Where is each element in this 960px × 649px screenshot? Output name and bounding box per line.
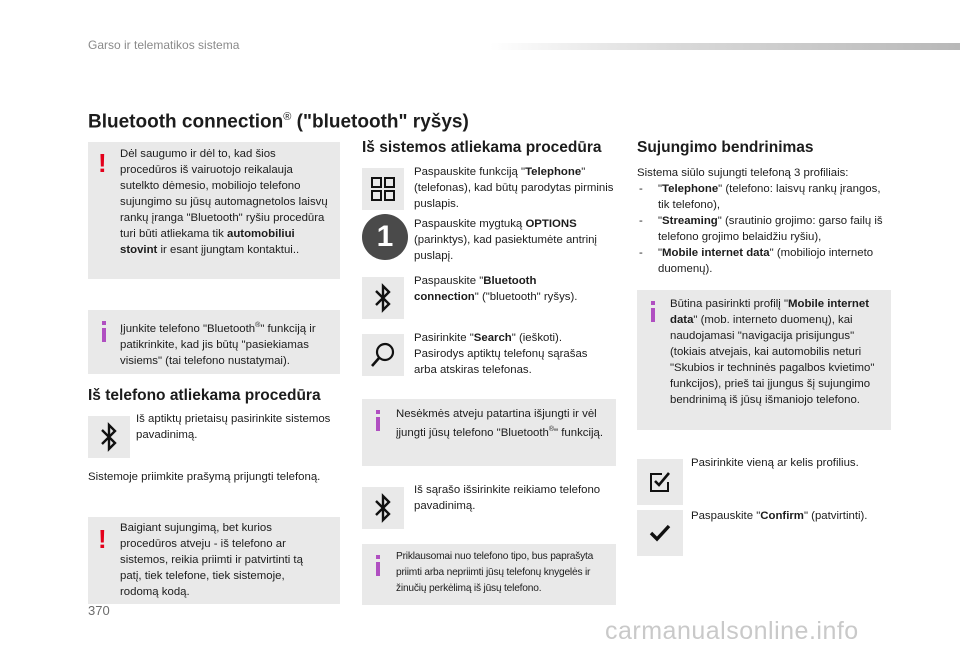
bluetooth-icon-box <box>362 277 404 319</box>
watermark: carmanualsonline.info <box>605 617 859 645</box>
checkmark-icon <box>649 524 671 542</box>
checkbox-icon-box <box>637 459 683 505</box>
list-item: - "Telephone" (telefono: laisvų rankų įrangos, tik telefono), <box>637 181 893 213</box>
system-procedure-title: Iš sistemos atliekama procedūra <box>362 139 602 156</box>
pairing-sharing-title: Sujungimo bendrinimas <box>637 139 814 156</box>
section-header: Garso ir telematikos sistema <box>88 38 240 52</box>
warning-icon: ! <box>98 148 107 178</box>
list-item: - "Mobile internet data" (mobiliojo interneto duomenų). <box>637 245 893 277</box>
step-confirm: Paspauskite "Confirm" (patvirtinti). <box>691 510 868 522</box>
warning-box-code <box>88 517 340 604</box>
info-box-phonebook <box>362 544 616 605</box>
bluetooth-icon <box>373 283 393 313</box>
page-number: 370 <box>88 603 110 618</box>
step-number-badge: 1 <box>362 214 408 260</box>
warning-text-code: Baigiant sujungimą, bet kurios procedūros atveju - iš telefono ar sistemos, reikia priimti ir patvirtinti tą patį, tiek telefone, tiek sistemoje, rodomą kodą. <box>120 522 303 598</box>
telephone-grid-icon <box>370 176 396 202</box>
header-rule <box>490 43 960 50</box>
info-text-mobile-data: Būtina pasirinkti profilį "Mobile internet data" (mob. interneto duomenų), kai naudojamasi "navigacija prisijungus" (tokiais atvejais, kai automobilis neturi "Skubios ir techninės pagalbos kvietimo" funkcijos), prieš tai įjungus šį sujungimo bendrinimą iš jūsų išmaniojo telefono. <box>670 298 875 406</box>
profiles-intro: Sistema siūlo sujungti telefoną 3 profiliais: <box>637 167 849 179</box>
info-text-retry: Nesėkmės atveju patartina išjungti ir vėl įjungti jūsų telefono "Bluetooth®" funkciją. <box>396 408 604 439</box>
phone-procedure-step: Iš aptiktų prietaisų pasirinkite sistemos pavadinimą. <box>136 413 331 441</box>
profiles-list <box>637 181 893 277</box>
bluetooth-icon-box <box>362 487 404 529</box>
step-options: Paspauskite mygtuką OPTIONS (parinktys), kad pasiektumėte antrinį puslapį. <box>414 218 597 262</box>
phone-procedure-title: Iš telefono atliekama procedūra <box>88 387 321 404</box>
warning-icon: ! <box>98 524 107 554</box>
step-bluetooth-connection: Paspauskite "Bluetooth connection" ("bluetooth" ryšys). <box>414 275 578 303</box>
bluetooth-icon <box>99 422 119 452</box>
info-text-phonebook: Priklausomai nuo telefono tipo, bus paprašyta priimti arba nepriimti jūsų telefonų knygelės ir žinučių perkėlimą iš jūsų telefono. <box>396 551 594 594</box>
warning-box-safety <box>88 142 340 279</box>
info-box-retry <box>362 399 616 466</box>
step-search: Pasirinkite "Search" (ieškoti). Pasirodys aptiktų telefonų sąrašas arba atskiras telefonas. <box>414 332 588 376</box>
info-box-enable-bluetooth <box>88 310 340 374</box>
checkmark-icon-box <box>637 510 683 556</box>
accept-request-text: Sistemoje priimkite prašymą prijungti telefoną. <box>88 471 321 483</box>
warning-text-safety: Dėl saugumo ir dėl to, kad šios procedūros iš vairuotojo reikalauja sutelkto dėmesio, mobiliojo telefono sujungimo su jūsų automagnetolos laisvų rankų įranga "Bluetooth" ryšiu procedūra turi būti atliekama tik automobiliui stovint ir esant įjungtam kontaktui.. <box>120 148 328 256</box>
search-icon-box <box>362 334 404 376</box>
step-telephone: Paspauskite funkciją "Telephone" (telefonas), kad būtų parodytas pirminis puslapis. <box>414 166 614 210</box>
info-box-mobile-data <box>637 290 891 430</box>
step-select-phone: Iš sąrašo išsirinkite reikiamo telefono pavadinimą. <box>414 484 601 512</box>
info-text-enable-bluetooth: Įjunkite telefono "Bluetooth®" funkciją ir patikrinkite, kad jis būtų "pasiekiamas visiems" (tai telefono nustatymai). <box>120 322 316 367</box>
list-item: - "Streaming" (srautinio grojimo: garso failų iš telefono grojimo belaidžiu ryšiu), <box>637 213 893 245</box>
bluetooth-icon-box <box>88 416 130 458</box>
search-icon <box>369 341 397 369</box>
checkbox-icon <box>648 470 672 494</box>
step-select-profiles: Pasirinkite vieną ar kelis profilius. <box>691 457 859 469</box>
page-title: Bluetooth connection® ("bluetooth" ryšys) <box>88 111 469 133</box>
bluetooth-icon <box>373 493 393 523</box>
telephone-grid-icon-box <box>362 168 404 210</box>
